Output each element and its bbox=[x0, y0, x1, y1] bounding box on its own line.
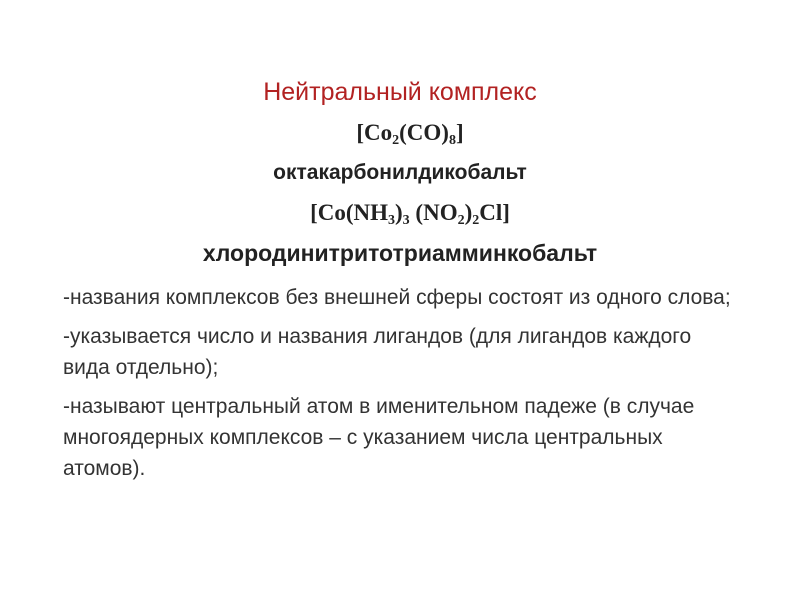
formula-part: Cl] bbox=[479, 200, 510, 225]
slide-title: Нейтральный комплекс bbox=[263, 78, 537, 106]
formula-subscript: 3 bbox=[388, 213, 395, 228]
formula-subscript: 2 bbox=[472, 213, 480, 228]
formula-dicobalt-octacarbonyl bbox=[10, 120, 800, 149]
rule-item: -называют центральный атом в именительном падеже (в случае многоядерных комплексов – с указанием числа центральных атомов). bbox=[63, 395, 695, 480]
rule-item: -указывается число и названия лигандов (для лигандов каждого вида отдельно); bbox=[63, 325, 692, 379]
formula-part: ] bbox=[455, 120, 464, 145]
formula-part: [Co bbox=[356, 120, 393, 145]
rule-item: -названия комплексов без внешней сферы состоят из одного слова; bbox=[63, 286, 731, 309]
formula-subscript: 3 bbox=[402, 213, 410, 228]
formula-subscript: 2 bbox=[392, 133, 400, 148]
compound-name-1: октакарбонилдикобальт bbox=[273, 161, 527, 184]
rules-list bbox=[63, 282, 743, 492]
formula-part: (CO) bbox=[399, 120, 449, 145]
formula-subscript: 8 bbox=[448, 133, 456, 148]
formula-part: ) bbox=[395, 200, 403, 225]
compound-name-2: хлородинитритотриамминкобальт bbox=[202, 240, 598, 266]
formula-part: ) bbox=[464, 200, 473, 225]
formula-part: [Co(NH bbox=[310, 200, 388, 225]
formula-part: (NO bbox=[409, 200, 458, 225]
formula-subscript: 2 bbox=[457, 213, 465, 228]
formula-cobalt-complex bbox=[10, 200, 800, 229]
